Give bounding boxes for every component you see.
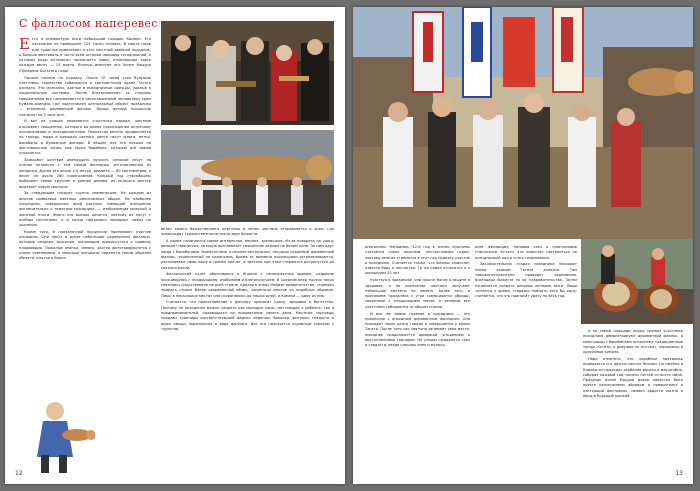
right-page-column-1 xyxy=(365,245,470,471)
left-page xyxy=(5,7,345,484)
left-page-column-2 xyxy=(161,227,334,469)
paragraph: всех желающих, наливая сакэ в пластиковые стаканчики. Кстати, это помогает настроиться на праздничный лад и снять напряжение. xyxy=(475,245,577,260)
festival-musicians-photo xyxy=(161,21,334,125)
paragraph: Замыкают шествие двенадцать мужчин, которые несут на плечах паланкин с тем самым фаллосом, изготовленным из кипариса. Длина его около 2,5 метра, диаметр — 60 сантиметров, а весит он около 280 килограммов. Каждый год старейшины выбирают самое крупное и ровное дерево, из которого мастер вырезает новую святыню. xyxy=(19,158,151,189)
procession-flags-photo xyxy=(353,7,693,239)
paragraph: Считается, что прикосновение к фаллосу приносит удачу, здоровье и богатство. Поэтому на празднике можно увидеть как молодые пары, мечтающие о ребенке, так и предпринимателей, надеющихся на процветание своего дела. Местные торговцы продают сувениры соответствующей формы: леденцы, брелоки, фигурки, сладости и даже овощи, вырезанные в виде фаллоса. Все это пользуется огромным спросом у туристов. xyxy=(161,300,334,331)
paragraph: Участвуя в празднике, они просят богов о защите и здоровье, а по окончании шествия получают небольшие амулеты на память. Более того, в программе праздника с утра совершаются обряды, связанные с плодородием земли, а вечером все участники собираются за общим столом. xyxy=(365,278,470,309)
paragraph: Фаллический культ обосновался в Японии с незапамятных времен, издревле ассоциируясь с плодородием, изобилием и благополучием. В Средние века тысячи таких святилищ существовали по всей стране, однако в эпоху Мэйдзи правительство, стремясь придать стране более современный облик, запретило многие из подобных обрядов. Лишь в нескольких местах они сохранились до наших дней, и Комаки — одно из них. xyxy=(161,272,334,298)
paragraph: А далее начинается самое интересное, вернее, зрелищное. Из-за поворота на улицу выходит процессия, которую возглавляет священник верхом на белом коне. За ним идут люди с барабанами, флейтистами и множество мужчин, несущих огромный деревянный фаллос, укрепленный на паланкине. Время от времени носильщики останавливаются, раскачивают свою ношу и громко кричат, а зрители при этом стараются дотронуться до святыни рукой. xyxy=(161,239,334,270)
paragraph: Однако начнем по порядку. Около 10 часов утра будущие участники торжества собираются в синтоистском храме Тагата дзиндзя. Это мужчины, одетые в праздничные одежды, удалые в национальные костюмы. После благословения со стороны священников все направляются в расположенный неподалеку храм Кумано-дзиндзя, где подготовлен центральный объект праздника — огромный деревянный фаллос. Выход данной процессии назначен на 2 часа дня. xyxy=(19,75,151,117)
right-page-column-3 xyxy=(583,329,683,471)
paragraph: А на самой площади перед храмом участники праздника демонстрируют деревянный фаллос, а мальчишки с барабанами исполняют традиционные танцы. Кстати, и девушки не отстают, наряжаясь в красочные кимоно. xyxy=(583,329,683,355)
drummers-photo xyxy=(581,239,693,324)
paragraph: велит своего божественного партнера и затем шествие отправляется в храм, где происходит торжественная встреча двух божеств. xyxy=(161,227,334,237)
paragraph: сть в префектуре Аити небольшой городок Комаки. Его население не превышает 125 тысяч человек. В марте сюда для туристов привлекает в этот местный двойной праздник, а больше фестиваль в честь всей истории природы сегодняшний, о котором рады интересно посмотреть люди, отмечающие здесь каждую весну — 15 марта. Японцы именуют его Хонэн Мацури (Праздник Богатого года). xyxy=(19,37,151,73)
article-title: С фаллосом наперевес xyxy=(19,17,158,30)
figure-illustration xyxy=(25,395,95,477)
paragraph: описанием. Например, 42-й год в жизни мужчины считается очень опасным, несчастливым годом, поэтому многие стремятся в этот год принять участие в празднике. Считается также, что фаллос помогает отвести беду и несчастья. То же самое относится и к женщинам 33 лет. xyxy=(365,245,470,276)
phallus-palanquin-photo xyxy=(161,130,334,222)
paragraph: И вот на улицах появляется участники парада, шествие открывает священник, которого во время прохождения встречают песнопениями и аплодисментами. Процессия весело продвигается по городу, люди в одеждах разного цвета несут флаги, ветки, барабаны и бумажные фонари. В общем, все это похоже на фестивальный танец под звуки барабана, который всё время ускоряется. xyxy=(19,119,151,156)
left-col1-text xyxy=(19,37,151,262)
paragraph: Заключительная стадия праздника проходит перед храмом Тагата дзиндзя. Там священнослужители проводят церемонию, благодаря божеств за их покровительство. Затем начинается раздача рисовых лепешек моти. Люди толпятся у храма, стараясь поймать хотя бы одну: считается, что это приносит удачу на весь год. xyxy=(475,262,577,299)
paragraph: Кроме того, в праздничной процессии принимают участие женщины. Они несут в руках небольшие деревянные фаллосы, которые раздают зрителям, желающим прикоснуться к символу плодородия. Пожилые японки, смеясь, охотно фотографируются с этими сувенирами, а молодые женщины надеются таким образом обрести счастье в браке. xyxy=(19,229,151,261)
right-page xyxy=(353,7,693,484)
page-number: 13 xyxy=(675,470,683,477)
right-page-column-2 xyxy=(475,245,577,471)
paragraph: За следующим следует группа знаменосцев. На каждом из флагов символика местных религиозных общин. Но наиболее популярны, совершенно иной рисунок, имеющий отношение исключительно к тематике праздника, — изображения мужской и женской плоти. Флаги эти высоко ценятся, поэтому их несут с особым почтением, а в конце праздника передают храму на хранение. xyxy=(19,191,151,228)
paragraph: И все же самое главное в празднике — это процессия с огромным деревянным фаллосом. Она проходит через центр города и завершается у храма Тагата. После того как святыня занимает свое место, праздник продолжается ярмаркой, угощением и выступлениями танцоров. На улицах продаются сакэ и сладости, везде слышны смех и музыка. xyxy=(365,311,470,348)
paragraph: Надо отметить, что подобные праздники проводятся и в других местах Японии. Но именно в Комаки он проходит особенно весело и масштабно, собирая каждый год тысячи гостей со всего мира. Праздник Хонэн Мацури давно перестал быть просто религиозным обрядом и превратился в настоящий фестиваль, символ радости жизни и веры в будущий урожай. xyxy=(583,356,683,399)
drop-cap: Е xyxy=(19,37,30,53)
page-number: 12 xyxy=(15,470,23,477)
